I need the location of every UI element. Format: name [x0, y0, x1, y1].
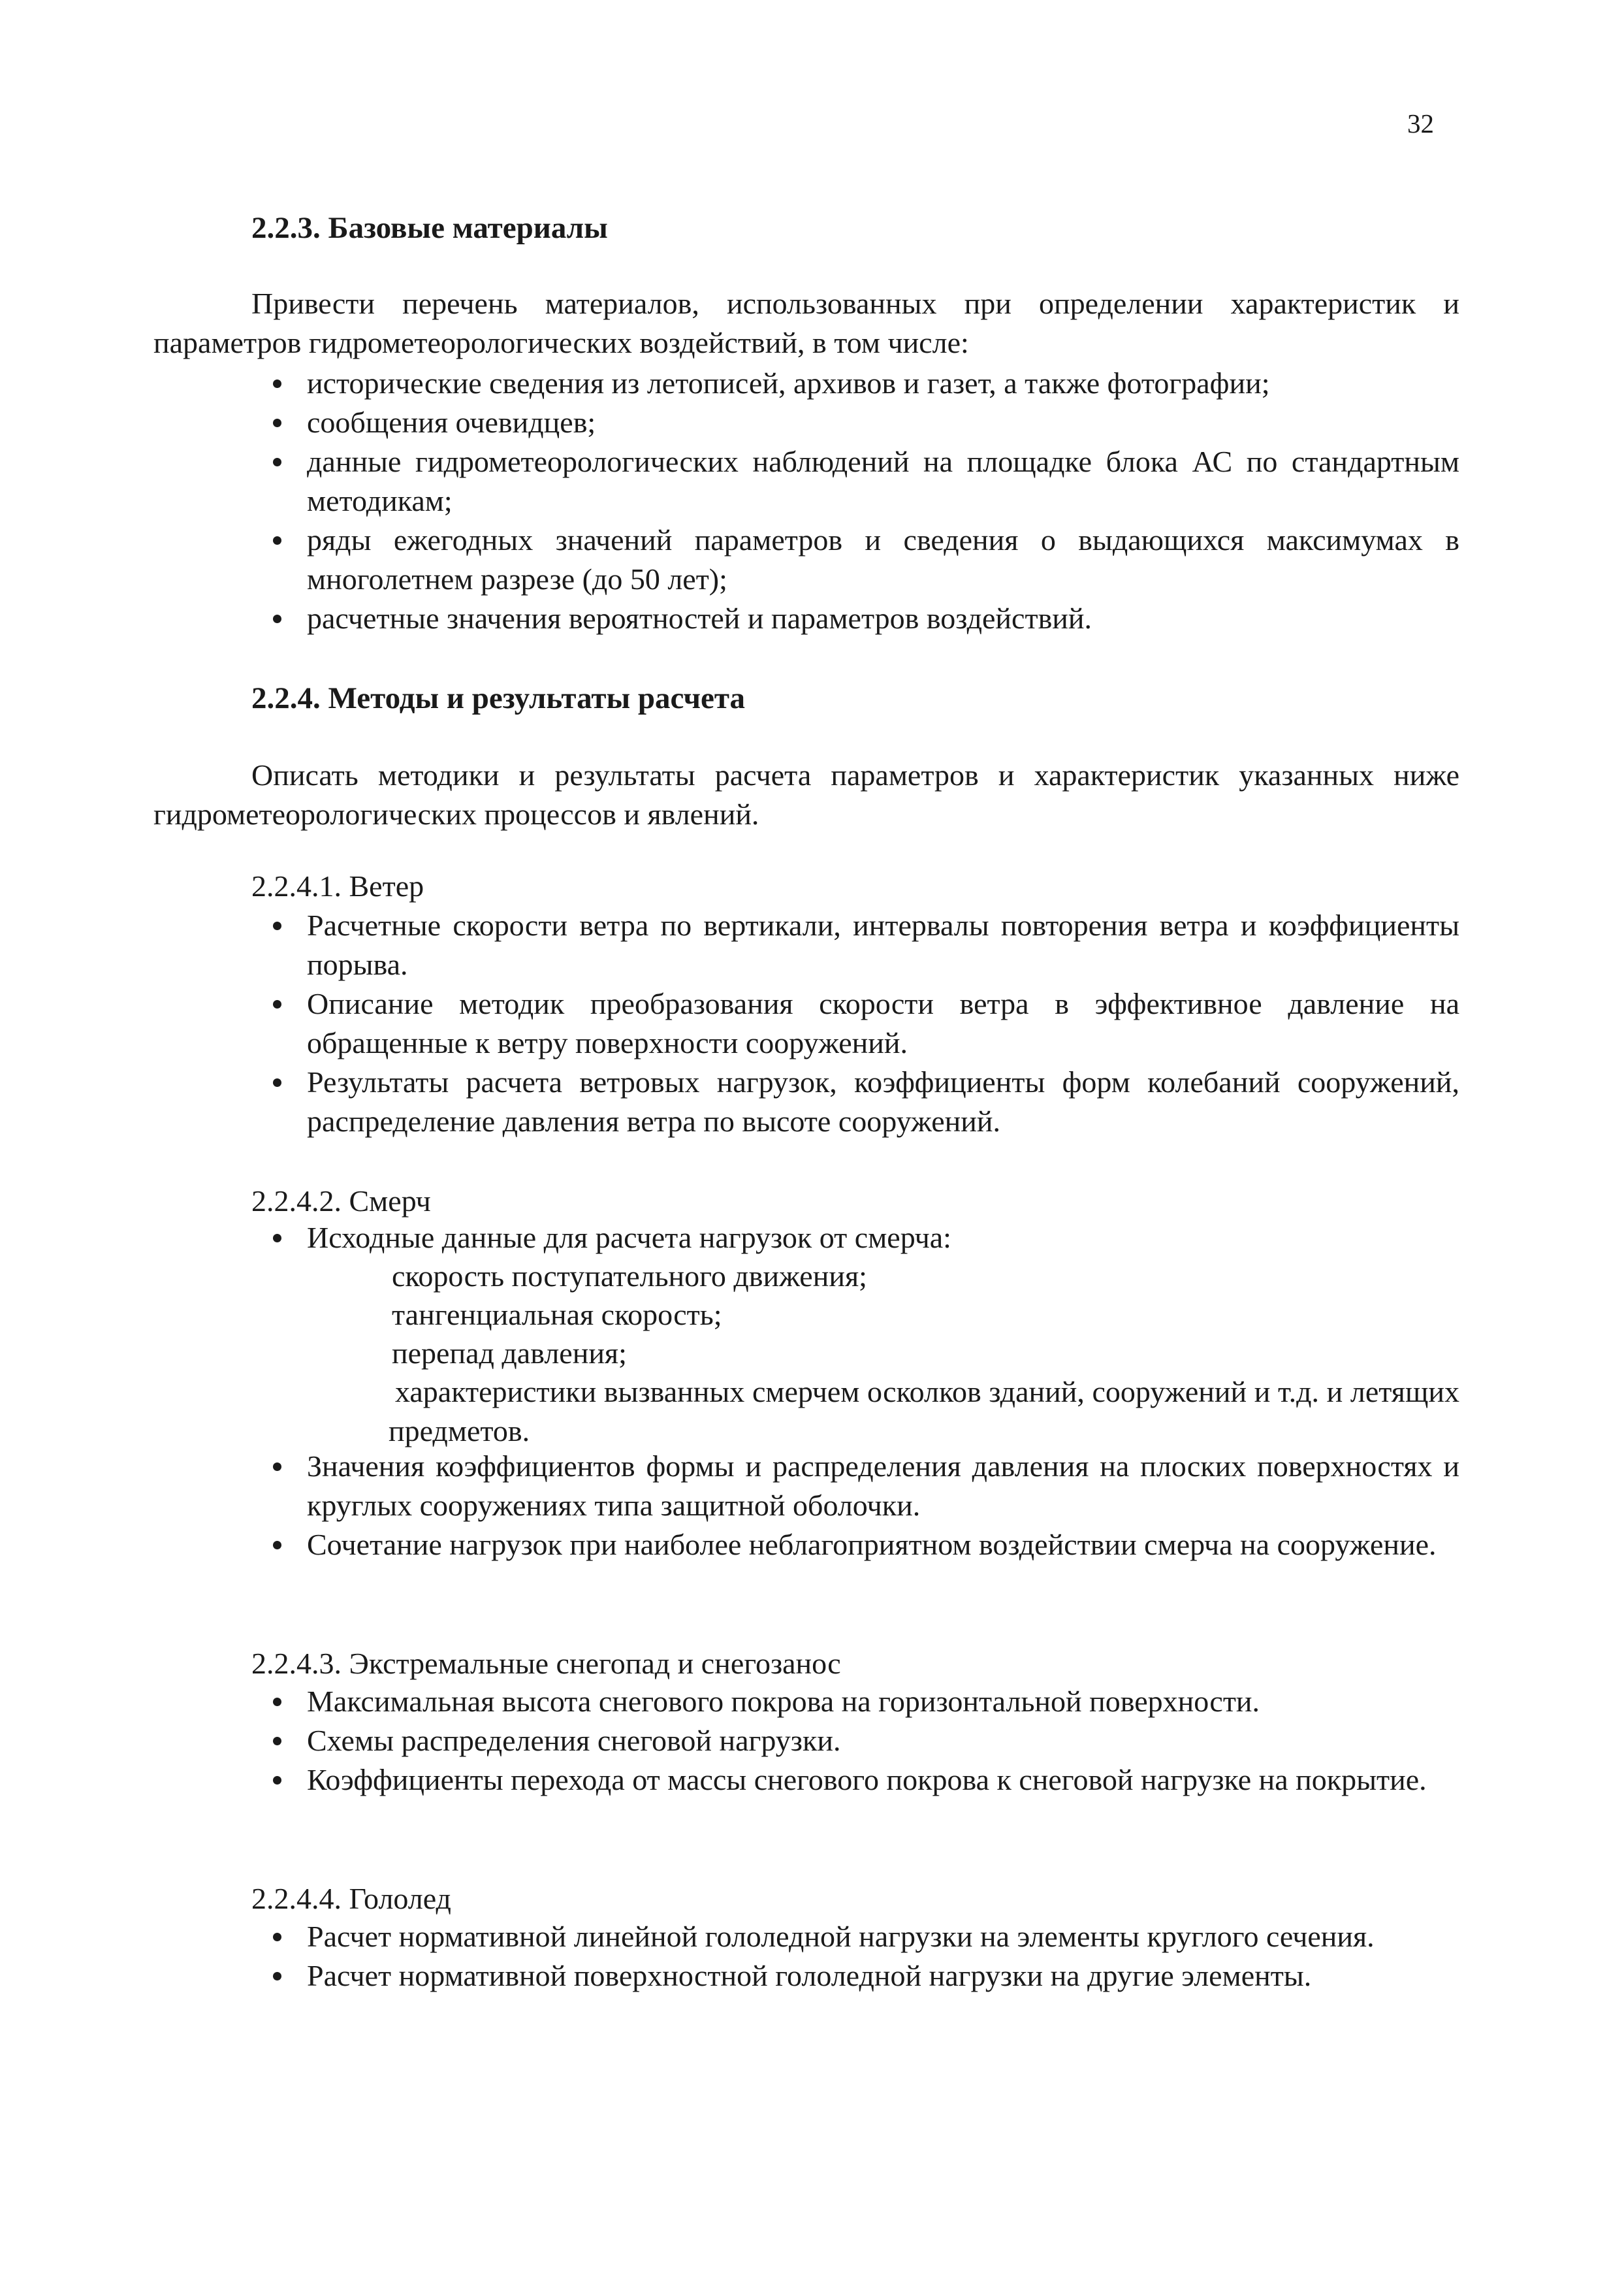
- section-intro-2-2-4: Описать методики и результаты расчета параметров и характеристик указанных ниже гидрометеорологических процессов и явлений.: [153, 758, 1459, 831]
- materials-list: [307, 364, 1459, 638]
- tornado-subitem: тангенциальная скорость;: [392, 1298, 722, 1331]
- section-heading-2-2-4: 2.2.4. Методы и результаты расчета: [251, 681, 745, 715]
- subsection-heading-ice: 2.2.4.4. Гололед: [251, 1882, 451, 1915]
- list-item: Описание методик преобразования скорости ветра в эффективное давление на обращенные к ветру поверхности сооружений.: [307, 984, 1459, 1063]
- tornado-subitem: скорость поступательного движения;: [392, 1259, 867, 1293]
- subsection-heading-tornado: 2.2.4.2. Смерч: [251, 1184, 431, 1218]
- tornado-list-1: [307, 1218, 1459, 1257]
- list-item: Расчет нормативной поверхностной гололедной нагрузки на другие элементы.: [307, 1956, 1459, 1995]
- subsection-heading-wind: 2.2.4.1. Ветер: [251, 869, 424, 903]
- subsection-heading-snow: 2.2.4.3. Экстремальные снегопад и снегозанос: [251, 1647, 841, 1680]
- list-item: Схемы распределения снеговой нагрузки.: [307, 1721, 1459, 1760]
- ice-list: [307, 1917, 1459, 1995]
- section-heading-2-2-3: 2.2.3. Базовые материалы: [251, 211, 608, 245]
- list-item: Расчет нормативной линейной гололедной нагрузки на элементы круглого сечения.: [307, 1917, 1459, 1956]
- snow-list: [307, 1682, 1459, 1800]
- list-item: Максимальная высота снегового покрова на горизонтальной поверхности.: [307, 1682, 1459, 1721]
- page-number: 32: [1407, 108, 1434, 138]
- list-item: ряды ежегодных значений параметров и сведения о выдающихся максимумах в многолетнем разрезе (до 50 лет);: [307, 521, 1459, 599]
- list-item: Сочетание нагрузок при наиболее неблагоприятном воздействии смерча на сооружение.: [307, 1525, 1459, 1564]
- tornado-subitem: перепад давления;: [392, 1336, 627, 1370]
- list-item: исторические сведения из летописей, архивов и газет, а также фотографии;: [307, 364, 1459, 403]
- list-item: сообщения очевидцев;: [307, 403, 1459, 442]
- tornado-list-2: [307, 1447, 1459, 1564]
- list-item: Расчетные скорости ветра по вертикали, интервалы повторения ветра и коэффициенты порыва.: [307, 906, 1459, 984]
- tornado-subitem: характеристики вызванных смерчем осколков зданий, сооружений и т.д. и летящих предметов.: [389, 1375, 1459, 1447]
- list-item: Исходные данные для расчета нагрузок от смерча:: [307, 1218, 1459, 1257]
- section-intro-2-2-3: Привести перечень материалов, использованных при определении характеристик и параметров гидрометеорологических воздействий, в том числе:: [153, 287, 1459, 359]
- list-item: расчетные значения вероятностей и параметров воздействий.: [307, 599, 1459, 638]
- list-item: Коэффициенты перехода от массы снегового покрова к снеговой нагрузке на покрытие.: [307, 1760, 1459, 1800]
- wind-list: [307, 906, 1459, 1141]
- list-item: Значения коэффициентов формы и распределения давления на плоских поверхностях и круглых сооружениях типа защитной оболочки.: [307, 1447, 1459, 1525]
- list-item: Результаты расчета ветровых нагрузок, коэффициенты форм колебаний сооружений, распределение давления ветра по высоте сооружений.: [307, 1063, 1459, 1141]
- list-item: данные гидрометеорологических наблюдений на площадке блока АС по стандартным методикам;: [307, 442, 1459, 521]
